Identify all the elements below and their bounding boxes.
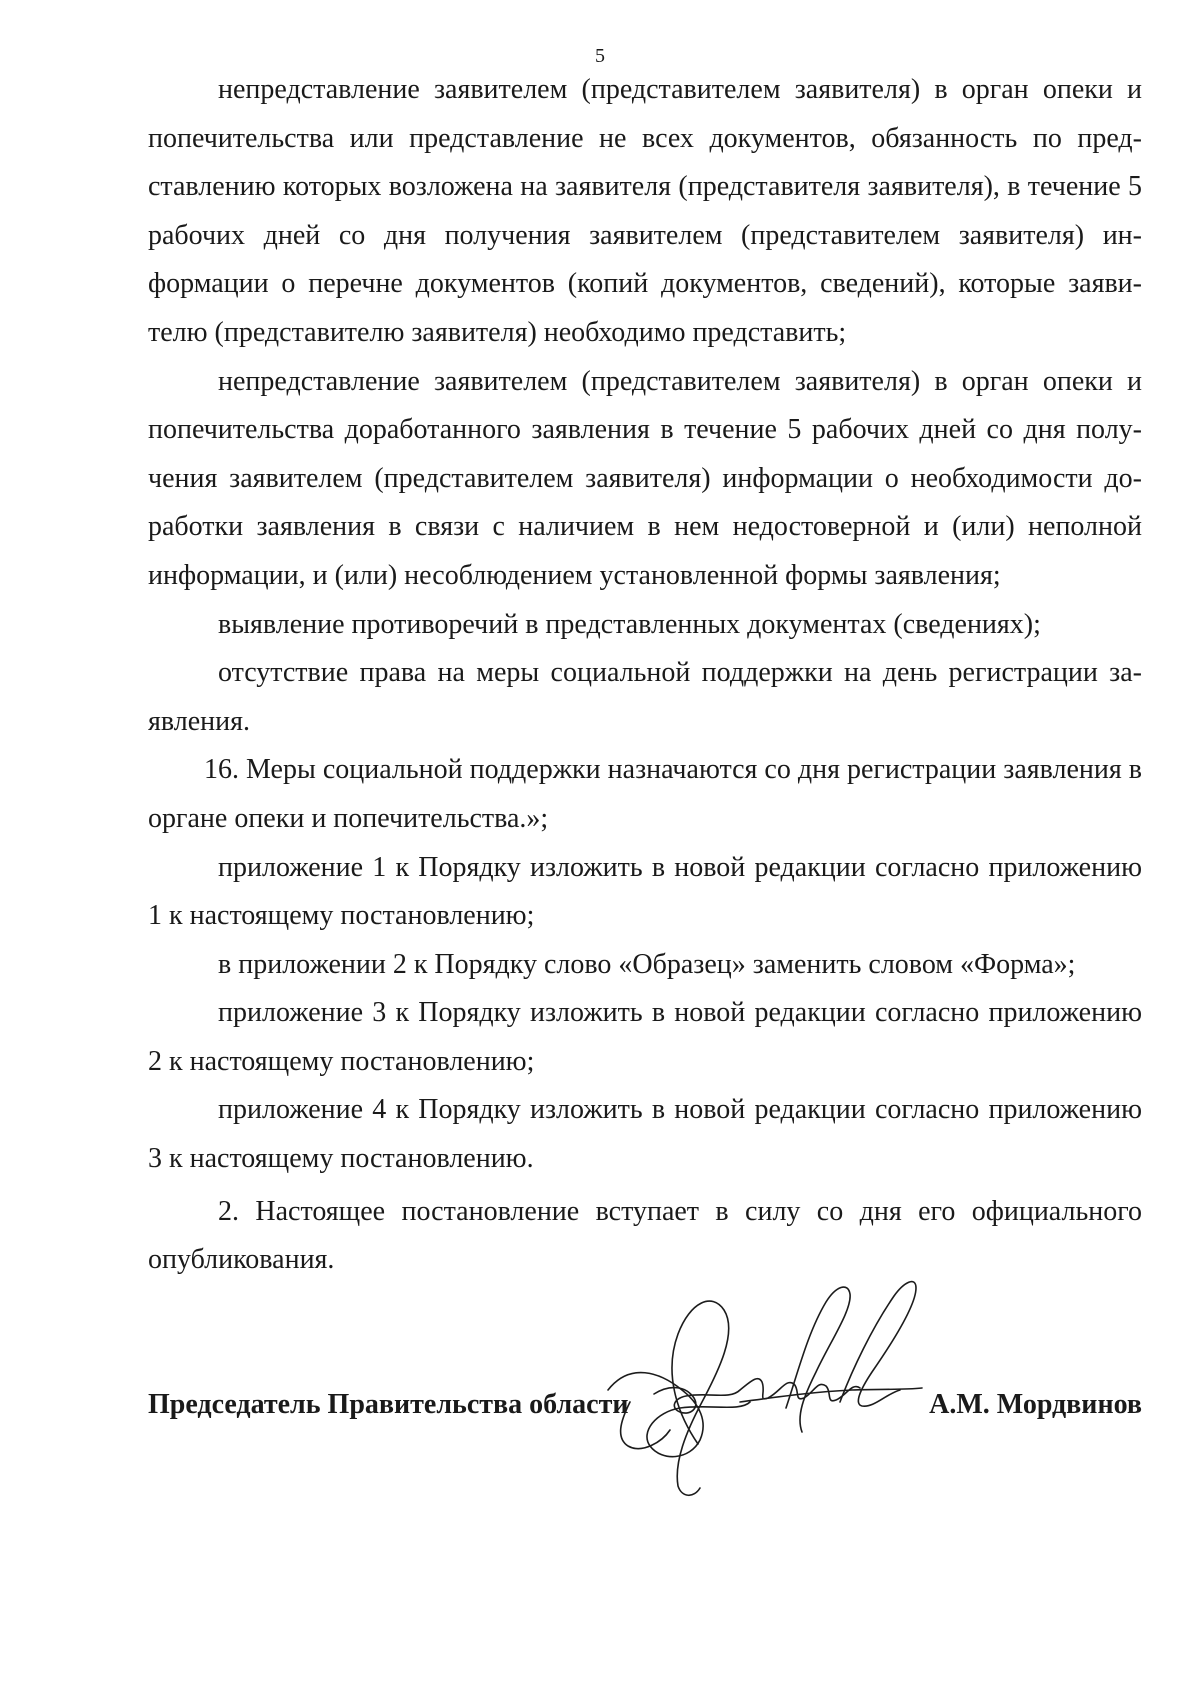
numbered-paragraph: 2. Настоящее постановление вступает в силу со дня его официального опубликования.	[148, 1195, 1142, 1276]
signature-block	[148, 1385, 1142, 1425]
paragraph: отсутствие права на меры социальной поддержки на день регистрации заявления.	[148, 657, 1142, 737]
paragraph: непредставление заявителем (представителем заявителя) в орган опеки и попечительства доработанного заявления в течение 5 рабочих дней со дня получения заявителем (представителем заявителя) информации о необходимости доработки заявления в связи с наличием в нем недостоверной и (или) неполной информации, и (или) несоблюдением установленной формы заявления;	[148, 365, 1142, 591]
signatory-name: А.М. Мордвинов	[929, 1389, 1142, 1420]
document-body	[148, 66, 1142, 1285]
paragraph: в приложении 2 к Порядку слово «Образец» заменить словом «Форма»;	[218, 948, 1076, 980]
paragraph: выявление противоречий в представленных документах (сведениях);	[218, 608, 1041, 640]
paragraph: приложение 1 к Порядку изложить в новой редакции согласно приложению 1 к настоящему постановлению;	[148, 851, 1142, 932]
handwritten-signature	[590, 1262, 950, 1502]
numbered-paragraph: 16. Меры социальной поддержки назначаются со дня регистрации заявления в органе опеки и попечительства.»;	[148, 754, 1142, 834]
paragraph: приложение 4 к Порядку изложить в новой редакции согласно приложению 3 к настоящему постановлению.	[148, 1094, 1142, 1175]
paragraph: приложение 3 к Порядку изложить в новой редакции согласно приложению 2 к настоящему постановлению;	[148, 997, 1142, 1077]
signatory-position: Председатель Правительства области	[148, 1389, 629, 1420]
paragraph: непредставление заявителем (представителем заявителя) в орган опеки и попечительства или представление не всех документов, обязанность по представлению которых возложена на заявителя (представителя заявителя), в течение 5 рабочих дней со дня получения заявителем (представителем заявителя) информации о перечне документов (копий документов, сведений), которые заявителю (представителю заявителя) необходимо представить;	[148, 74, 1142, 348]
page-number: 5	[595, 45, 605, 67]
